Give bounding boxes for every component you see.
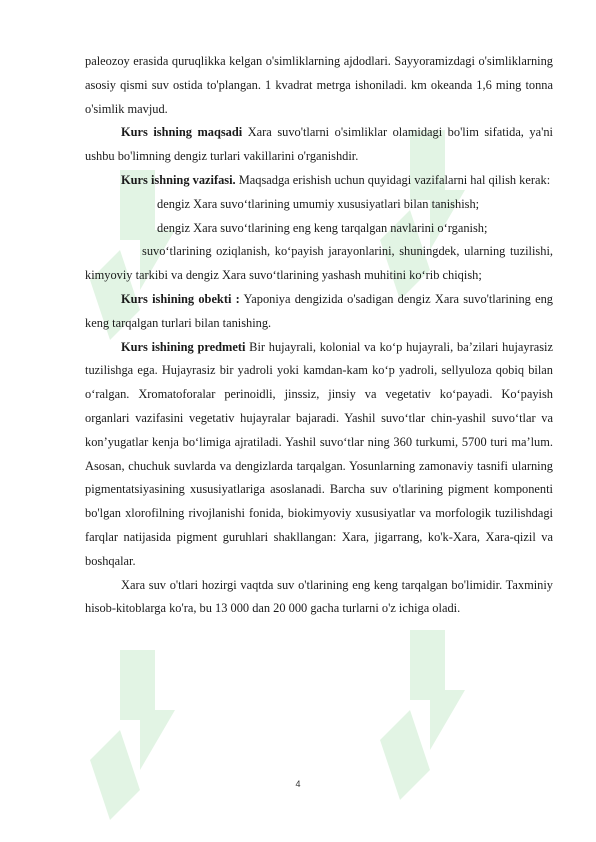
paragraph-object [85,288,553,336]
object-heading: Kurs ishining obekti : [121,291,240,306]
subject-text: Bir hujayrali, kolonial va ko‘p hujayrali, ba’zilari hujayrasiz tuzilishga ega. Hujayrasiz bir yadroli yoki kamdan-kam ko‘p yadroli, sellyuloza qobiq bilan o‘ralgan. Xromatoforalar perinoidli, jinssiz, jinsiy va vegetativ ko‘payadi. Ko‘payish organlari vazifasini vegetativ hujayralar bajaradi. Yashil suvo‘tlar chin-yashil suvo‘tlar va kon’yugatlar kenja bo‘limiga ajratiladi. Yashil suvo‘tlar ning 360 turkumi, 5700 turi ma’lum. Asosan, chuchuk suvlarda va dengizlarda tarqalgan. Yosunlarning zamonaviy tasnifi ularning pigmentatsiyasining xususiyatlariga asoslanadi. Barcha suv o'tlarining pigment komponenti bo'lgan xlorofilning rivojlanishi fonida, biokimyoviy xususiyatlar va morfologik tuzilishdagi farqlar natijasida pigment guruhlari shakllangan: Xara, jigarrang, ko'k-Xara, Xara-qizil va boshqalar. [85,339,553,568]
watermark-logo-icon [80,640,230,830]
tasks-heading: Kurs ishning vazifasi. [121,172,236,187]
document-body [85,50,553,621]
object-text: Yaponiya dengizida o'sadigan dengiz Xara suvo'tlarining eng keng tarqalgan turlari bilan tanishing. [85,291,553,330]
task-item: dengiz Xara suvo‘tlarining umumiy xususiyatlari bilan tanishish; [157,196,480,211]
task-item-long: suvo‘tlarining oziqlanish, ko‘payish jarayonlarini, shuningdek, ularning tuzilishi, kimyoviy tarkibi va dengiz Xara suvo‘tlarining yashash muhitini ko‘rib chiqish; [85,244,553,283]
goal-text: Xara suvo'tlarni o'simliklar olamidagi bo'lim sifatida, ya'ni ushbu bo'limning dengiz turlari vakillarini o'rganishdir. [85,125,553,164]
goal-heading: Kurs ishning maqsadi [121,125,243,140]
paragraph-subject [85,336,553,574]
paragraph-tasks [85,169,553,193]
page-number: 4 [295,779,301,789]
paragraph-closing: Xara suv o'tlari hozirgi vaqtda suv o'tlarining eng keng tarqalgan bo'limidir. Taxminiy hisob-kitoblarga ko'ra, bu 13 000 dan 20 000 gacha turlarni o'z ichiga oladi. [85,577,553,616]
task-item: dengiz Xara suvo‘tlarining eng keng tarqalgan navlarini o‘rganish; [157,220,488,235]
subject-heading: Kurs ishining predmeti [121,339,246,354]
paragraph-goal [85,121,553,169]
paragraph-intro: paleozoy erasida quruqlikka kelgan o'simliklarning ajdodlari. Sayyoramizdagi o'simliklarning asosiy qismi suv ostida to'plangan. 1 kvadrat metrga ishoniladi. km okeanda 1,6 ming tonna o'simlik mavjud. [85,54,553,116]
tasks-text: Maqsadga erishish uchun quyidagi vazifalarni hal qilish kerak: [235,172,551,187]
